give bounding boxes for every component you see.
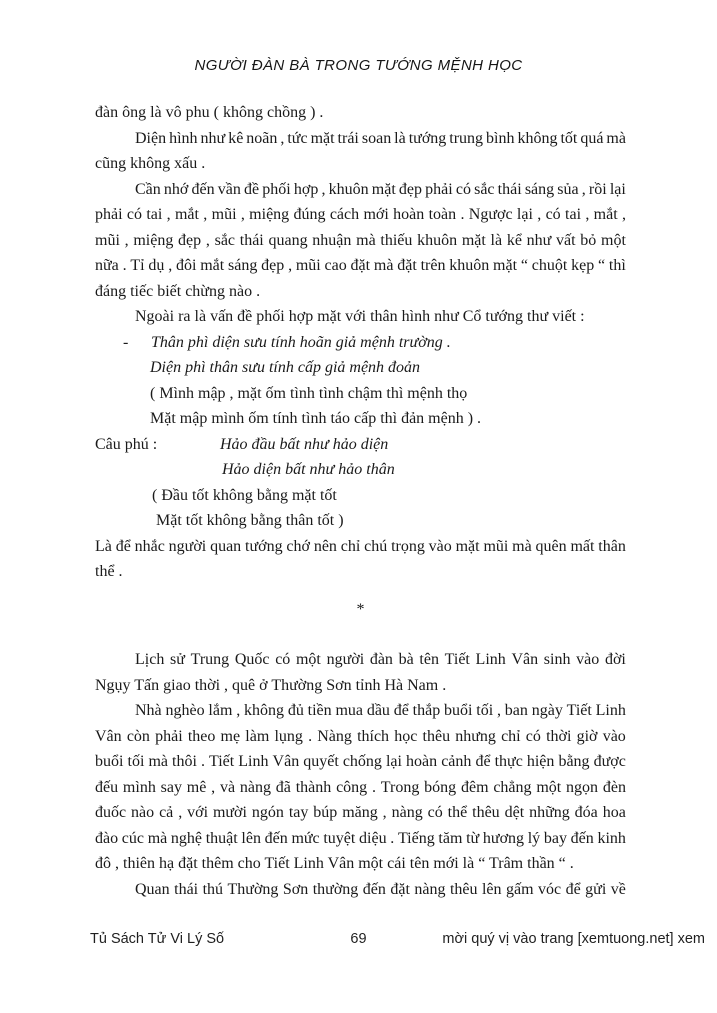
text-line: Cần nhớ đến vần đề phối hợp , khuôn mặt đẹp phải có sắc thái sáng sủa , rồi lại <box>135 180 626 198</box>
text-block <box>95 877 626 903</box>
verse-text: Hảo đầu bất như hảo diện <box>220 435 389 453</box>
text-line: ( Mình mập , mặt ốm tình tình chậm thì mệnh thọ <box>150 384 468 402</box>
text-block <box>95 534 626 585</box>
text-line: Nhà nghèo lắm , không đủ tiền mua dầu để thắp buổi tối , ban ngày Tiết Linh <box>135 702 626 719</box>
verse-text: Thân phì diện sưu tính hoãn giả mệnh trường . <box>151 333 451 351</box>
text-block <box>95 406 626 432</box>
footer-watermark-note: mời quý vị vào trang [xemtuong.net] xem <box>442 931 705 947</box>
text-block <box>95 457 626 483</box>
page-body <box>95 100 626 902</box>
text-line: Là để nhắc người quan tướng chớ nên chỉ chú trọng vào mặt mũi mà quên mất thân <box>95 537 626 555</box>
text-line: Diện phì thân sưu tính cấp giả mệnh đoản <box>150 359 421 376</box>
text-line: đàn ông là vô phu ( không chồng ) . <box>95 104 324 121</box>
text-line <box>95 330 626 356</box>
text-block <box>95 330 626 356</box>
text-line: Diện hình như kê noãn , tức mặt trái soan là tướng trung bình không tốt quá mà <box>135 129 626 147</box>
text-block <box>95 100 626 126</box>
text-block <box>95 304 626 330</box>
divider-star: * <box>356 600 365 618</box>
text-line <box>95 432 626 458</box>
text-line: đuốc nào cả , với mười ngón tay búp măng , nàng có thể thêu dệt những đóa hoa <box>95 804 626 821</box>
text-block <box>95 355 626 381</box>
text-line: buổi tối mà thôi . Tiết Linh Vân quyết chống lại hoàn cảnh để thực hiện bằng được <box>95 753 626 770</box>
footer-page-number: 69 <box>350 931 367 947</box>
list-dash-marker: - <box>123 333 129 351</box>
verse-label: Câu phú : <box>95 435 158 453</box>
text-line: Lịch sử Trung Quốc có một người đàn bà tên Tiết Linh Vân sinh vào đời <box>135 651 626 668</box>
text-block <box>95 126 626 177</box>
page-title: NGƯỜI ĐÀN BÀ TRONG TƯỚNG MỆNH HỌC <box>194 57 523 74</box>
text-line: cũng không xấu . <box>95 155 206 172</box>
text-line: Ngụy Tấn giao thời , quê ở Thường Sơn tỉnh Hà Nam . <box>95 676 447 694</box>
text-block <box>95 698 626 877</box>
text-block <box>95 508 626 534</box>
text-line: Quan thái thú Thường Sơn thường đến đặt nàng thêu lên gấm vóc để gửi về <box>135 880 626 898</box>
text-block <box>95 483 626 509</box>
text-line: nữa . Tỉ dụ , đôi mắt sáng đẹp , mũi cao đặt mà đặt trên khuôn mặt “ chuột kẹp “ thì <box>95 257 626 274</box>
text-line: đào cúc mà nghệ thuật lên đến mức tuyệt diệu . Tiếng tăm từ hương lý bay đến kinh <box>95 829 626 847</box>
text-line: mũi , miệng đẹp , sắc thái quang nhuận mà thiếu khuôn mặt là kể như vất bỏ một <box>95 231 626 249</box>
text-line: Ngoài ra là vấn đề phối hợp mặt với thân hình như Cổ tướng thư viết : <box>135 308 585 325</box>
text-line: phải có tai , mắt , mũi , miệng đúng cách mới hoàn toàn . Ngược lại , có tai , mắt , <box>95 206 626 223</box>
text-line: Vân còn phải theo mẹ làm lụng . Nàng thích học thêu nhưng chỉ có thời giờ vào <box>95 727 626 745</box>
text-block <box>95 381 626 407</box>
text-line: đô , thiên hạ đặt thêm cho Tiết Linh Vân một cái tên mới là “ Trâm thần “ . <box>95 855 574 872</box>
text-line: đếu mình say mê , và nàng đã thành công . Trong bóng đêm chẳng một ngọn đèn <box>95 778 626 796</box>
text-line: Mặt tốt không bằng thân tốt ) <box>156 512 344 529</box>
section-divider <box>95 597 626 623</box>
page-footer <box>0 931 717 956</box>
text-line: Mặt mập mình ốm tính tình táo cấp thì đản mệnh ) . <box>150 410 482 427</box>
text-line: thể . <box>95 563 123 580</box>
text-block <box>95 432 626 458</box>
text-line: Hảo diện bất như hảo thân <box>222 461 395 478</box>
footer-book-series: Tủ Sách Tử Vi Lý Số <box>90 931 225 947</box>
text-line: đáng tiếc biết chừng nào . <box>95 282 261 300</box>
text-line: ( Đầu tốt không bằng mặt tốt <box>152 486 337 504</box>
text-block <box>95 647 626 698</box>
text-block <box>95 177 626 305</box>
